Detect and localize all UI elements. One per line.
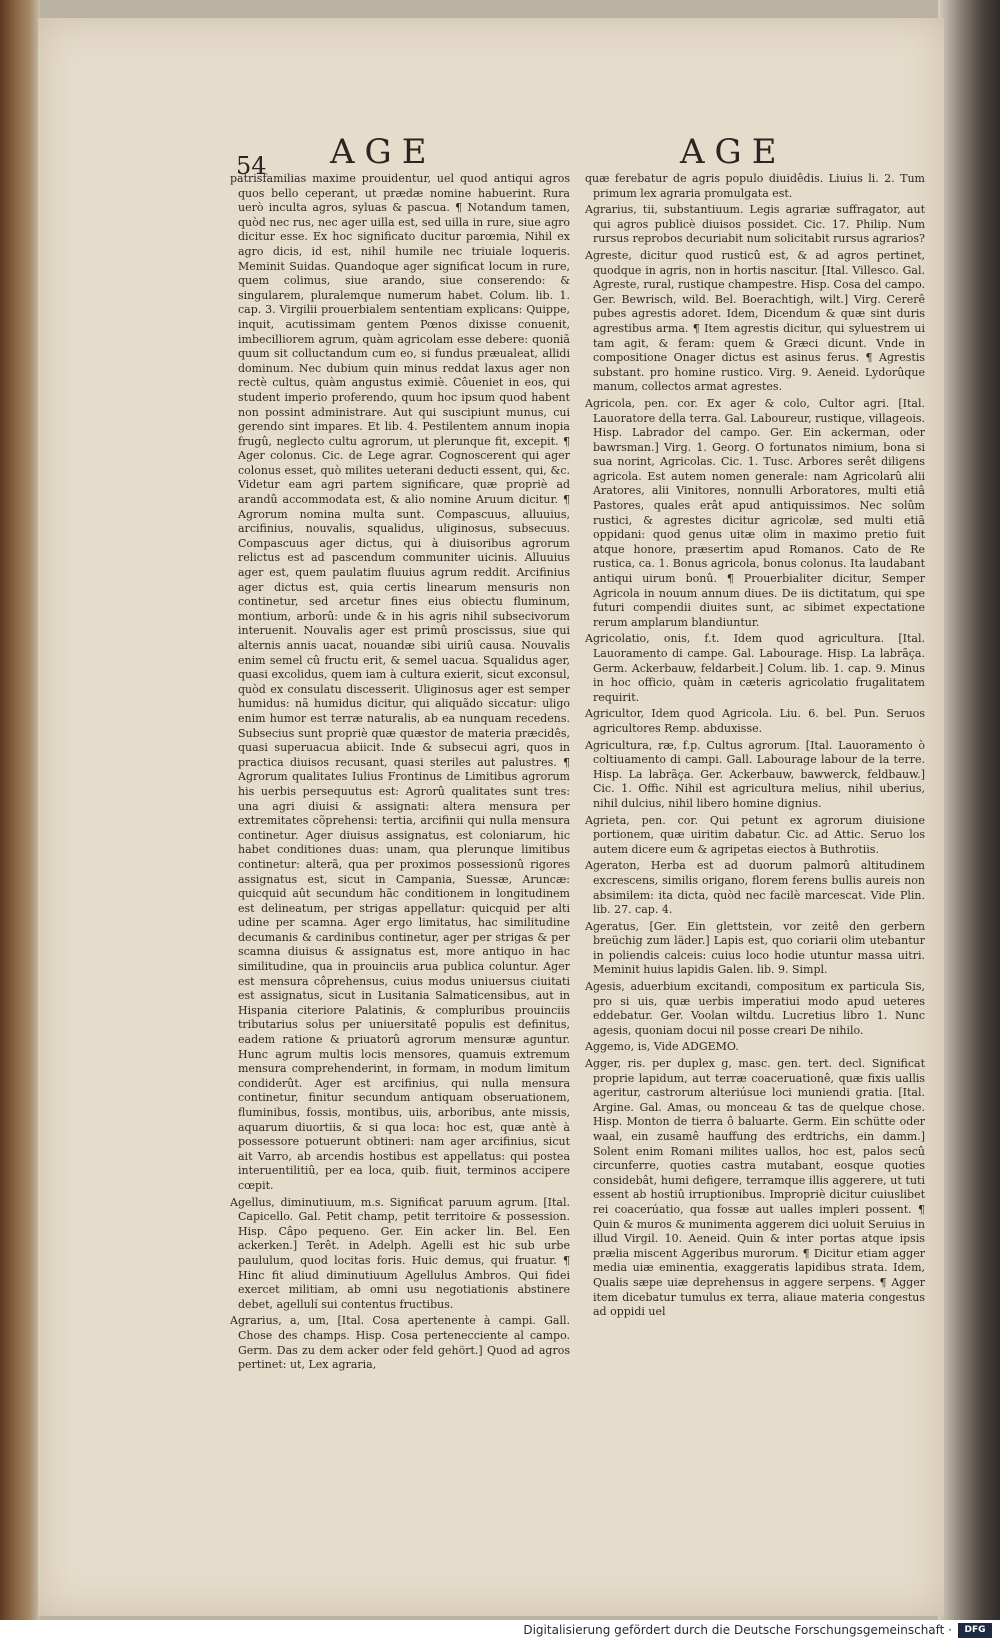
entry-ageraton: Ageraton, Herba est ad duorum palmorû altitudinem excrescens, similis origano, florem ferens bullis aureis non absimilem: ita dicta, quòd nec facilè marcescat. Vide Plin. lib. 27. cap. 4. bbox=[585, 859, 925, 917]
entry-agricultura: Agricultura, ræ, f.p. Cultus agrorum. [Ital. Lauoramento ò coltiuamento di campi. Gall. Labourage labour de la terre. Hisp. La labrãça. Ger. Ackerbauw, bawwerck, feldbauw.] Cic. 1. Offic. Nihil est agricultura melius, nihil uberius, nihil dulcius, nihil libero homine dignius. bbox=[585, 738, 925, 810]
entry-agreste: Agreste, dicitur quod rusticû est, & ad agros pertinet, quodque in agris, non in hortis nascitur. [Ital. Villesco. Gal. Agreste, rural, rustique champestre. Hisp. Cosa del campo. Ger. Bewrisch, wild. Bel. Boerachtigh, wilt.] Virg. Cererê pubes agrestis adoret. Idem, Dicendum & quæ sint duris agrestibus arma. ¶ Item agrestis dicitur, qui syluestrem ui tam agit, & feram: quem & Græci dicunt. Vnde in compositione Onager dictus est asinus ferus. ¶ Agrestis substant. pro homine rustico. Virg. 9. Aeneid. Lydorûque manum, collectos armat agrestes. bbox=[585, 248, 925, 394]
entry-agesis: Agesis, aduerbium excitandi, compositum ex particula Sis, pro si uis, quæ uerbis imperatiui modo apud ueteres eddebatur. Ger. Voolan wiltdu. Lucretius libro 1. Nunc agesis, quoniam docui nil posse creari De nihilo. bbox=[585, 980, 925, 1037]
running-head-left: AGE bbox=[330, 132, 437, 172]
footer-credit: Digitalisierung gefördert durch die Deutsche Forschungsgemeinschaft · bbox=[523, 1623, 952, 1637]
book-page-edges-right bbox=[938, 0, 1000, 1620]
page-number: 54 bbox=[236, 152, 267, 180]
entry-agrarius-adj: Agrarius, a, um, [Ital. Cosa apertenente à campi. Gall. Chose des champs. Hisp. Cosa pertenecciente al campo. Germ. Das zu dem acker oder feld gehört.] Quod ad agros pertinet: ut, Lex agraria, bbox=[230, 1314, 570, 1372]
running-head-right: AGE bbox=[680, 132, 787, 172]
entry-ager-continued: patrisfamilias maxime prouidentur, uel quod antiqui agros quos bello ceperant, ut prædæ nomine habuerint. Rura uerò inculta agros, syluas & pascua. ¶ Notandum tamen, quòd nec rus, nec ager uilla est, sed uilla in rure, siue agro dicitur esse. Ex hoc significato ducitur parœmia, Nihil ex agro dicis, id est, nihil humile nec triuiale loqueris. Meminit Suidas. Quandoque ager significat locum in rure, quem colimus, siue arando, siue conserendo: & singularem, pluralemque numerum habet. Colum. lib. 1. cap. 3. Virgilii prouerbialem sententiam explicans: Quippe, inquit, acutissimam gentem Pœnos dixisse conuenit, imbecilliorem agrum, quàm agricolam esse debere: quoniã quum sit colluctandum cum eo, si fundus præualeat, allidi dominum. Nec dubium quin minus reddat laxus ager non rectè cultus, quàm angustus eximiè. Côueniet in eos, qui student imperio proferendo, quum hoc ipsum quod habent non possint administrare. Aut qui suscipiunt munus, cui gerendo sint impares. Et lib. 4. Pestilentem annum inopia frugû, neglecto cultu agrorum, ut plerunque fit, excepit. ¶ Ager colonus. Cic. de Lege agrar. Cognoscerent qui ager colonus esset, quò milites ueterani deducti essent, qui, &c. Videtur eam agri partem significare, quæ propriè ad arandû accommodata est, & alio nomine Aruum dicitur. ¶ Agrorum nomina multa sunt. Compascuus, alluuius, arcifinius, nouvalis, squalidus, uliginosus, subsecuus. Compascuus ager dictus, qui à diuisoribus agrorum relictus est ad pascendum communiter uicinis. Alluuius ager est, quem paulatim fluuius agrum reddit. Arcifinius ager dictus est, quia certis linearum mensuris non continetur, sed arcetur fines eius obiectu fluminum, montium, arborû: unde & in his agris nihil subsecivorum interuenit. Nouvalis ager est primû proscissus, siue qui alternis annis uacat, nouandæ sibi uiriû causa. Nouvalis enim semel cû fructu erit, & semel uacua. Squalidus ager, quasi excolidus, quem iam à cultura exierit, sicut exconsul, quòd ex consulatu discesserit. Uliginosus ager est semper humidus: nã humidus dicitur, qui aliquãdo siccatur: uligo enim humor est terræ naturalis, ab ea nunquam recedens. Subsecius sunt propriè quæ quæstor de materia præcidês, quasi superuacua abiicit. Inde & subsecui agri, quos in practica diuisos recusant, quasi steriles aut palustres. ¶ Agrorum qualitates Iulius Frontinus de Limitibus agrorum his uerbis persequutus est: Agrorû qualitates sunt tres: una agri diuisi & assignati: altera mensura per extremitates cõprehensi: tertia, arcifinii qui nulla mensura continetur. Ager diuisus assignatus, est coloniarum, hic habet conditiones duas: unam, qua plerunque limitibus continetur: alterã, qua per proximos possessionû rigores assignatus est, sicut in Campania, Suessæ, Aruncæ: quicquid aût secundum hãc conditionem in longitudinem est delineatum, per strigas appellatur: quicquid per alti udine per scamna. Ager ergo limitatus, hac similitudine decumanis & cardinibus continetur, ager per strigas & per scamna diuisus & assignatus est, more antiquo in hac similitudine, qua in prouinciis arua publica coluntur. Ager est mensura côprehensus, cuius modus uniuersus ciuitati est assignatus, sicut in Lusitania Salmaticensibus, aut in Hispania citeriore Palatinis, & compluribus prouinciis tributarius solus per uniuersitatê populis est definitus, eadem ratione & priuatorû agrorum mensuræ aguntur. Hunc agrum multis locis mensores, quamuis extremum mensura comprehenderint, in formam, in modum limitum condiderût. Ager est arcifinius, qui nulla mensura continetur, finitur secundum antiquam obseruationem, fluminibus, fossis, montibus, uiis, arboribus, ante missis, aquarum diuortiis, & si qua loca: hoc est, quæ antè à possessore potuerunt obtineri: nam ager arcifinius, sicut ait Varro, ab arcendis hostibus est appellatus: qui postea interuentilitiû, per ea loca, quib. fiuit, terminos accipere cœpit. bbox=[230, 172, 570, 1192]
entry-ageratus: Ageratus, [Ger. Ein glettstein, vor zeitê den gerbern breüchig zum läder.] Lapis est, quo coriarii olim utebantur in poliendis calceis: cuius loco hodie utuntur massa uitri. Meminit huius lapidis Galen. lib. 9. Simpl. bbox=[585, 919, 925, 977]
digitization-footer bbox=[0, 1620, 1000, 1642]
left-column bbox=[230, 172, 570, 1532]
entry-agricola: Agricola, pen. cor. Ex ager & colo, Cultor agri. [Ital. Lauoratore della terra. Gal. Laboureur, rustique, villageois. Hisp. Labrador del campo. Ger. Ein ackerman, oder bawrsman.] Virg. 1. Georg. O fortunatos nimium, bona si sua norint, Agricolas. Cic. 1. Tusc. Arbores serêt diligens agricola. Est autem nomen generale: nam Agricolarû alii Aratores, alii Vinitores, nonnulli Arboratores, multi etiâ Pastores, quales erât apud antiquissimos. Nec solûm rustici, & agrestes dicitur agricolæ, sed multi etiã oppidani: quod genus uitæ olim in maximo pretio fuit atque honore, præsertim apud Romanos. Cato de Re rustica, ca. 1. Bonus agricola, bonus colonus. Ita laudabant antiqui uirum bonû. ¶ Prouerbialiter dicitur, Semper Agricola in nouum annum diues. De iis dictitatum, qui spe futuri compendii diuites sunt, ac sibimet expectatione rerum amplarum blandiuntur. bbox=[585, 396, 925, 629]
book-binding-left bbox=[0, 0, 40, 1620]
dfg-logo: DFG bbox=[958, 1623, 992, 1638]
entry-aggemo: Aggemo, is, Vide ADGEMO. bbox=[585, 1040, 739, 1054]
entry-agellus: Agellus, diminutiuum, m.s. Significat paruum agrum. [Ital. Capicello. Gal. Petit champ, petit territoire & possession. Hisp. Câpo pequeno. Ger. Ein acker lin. Bel. Een ackerken.] Terêt. in Adelph. Agelli est hic sub urbe paululum, quod locitas foris. Huic demus, qui fruatur. ¶ Hinc fit aliud diminutiuum Agellulus Ambros. Qui fidei exercet militiam, ab omni usu negotiationis abstinere debet, agellulí sui contentus fructibus. bbox=[230, 1195, 570, 1311]
entry-agrieta: Agrieta, pen. cor. Qui petunt ex agrorum diuisione portionem, quæ uiritim dabatur. Cic. ad Attic. Seruo los autem dicere eum & agripetas eiectos à Buthrotiis. bbox=[585, 813, 925, 856]
entry-agrarius-continued: quæ ferebatur de agris populo diuidêdis. Liuius li. 2. Tum primum lex agraria promulgata est. bbox=[585, 172, 925, 200]
entry-agricolatio: Agricolatio, onis, f.t. Idem quod agricultura. [Ital. Lauoramento di campe. Gal. Labourage. Hisp. La labrãça. Germ. Ackerbauw, feldarbeit.] Colum. lib. 1. cap. 9. Minus in hoc officio, quàm in cæteris agricolatio frugalitatem requirit. bbox=[585, 632, 925, 704]
right-column bbox=[585, 172, 925, 1532]
entry-agricultor: Agricultor, Idem quod Agricola. Liu. 6. bel. Pun. Seruos agricultores Remp. abduxisse. bbox=[585, 707, 925, 735]
entry-agrarius-noun: Agrarius, tii, substantiuum. Legis agrariæ suffragator, aut qui agros publicè diuisos possidet. Cic. 17. Philip. Num rursus reprobos decuriabit num solicitabit rursus agrarios? bbox=[585, 203, 925, 246]
entry-agger: Agger, ris. per duplex g, masc. gen. tert. decl. Significat proprie lapidum, aut terræ coaceruationê, quæ fixis uallis ageritur, castrorum alteriúsue loci muniendi gratia. [Ital. Argine. Gal. Amas, ou monceau & tas de quelque chose. Hisp. Monton de tierra ô baluarte. Germ. Ein schütte oder waal, ein zusamê hauffung des erdtrichs, ein damm.] Solent enim Romani milites uallos, hoc est, palos secû circunferre, quoties castra mutabant, eosque quoties considebât, humi defigere, terramque illis aggerere, ut tuti essent ab hostiû irruptionibus. Impropriè dicitur cuiuslibet rei coacerúatio, qua fossæ aut ualles impleri possent. ¶ Quin & muros & munimenta aggerem dici uoluit Seruius in illud Virgil. 10. Aeneid. Quin & inter portas atque ipsis prælia miscent Aggeribus murorum. ¶ Dicitur etiam agger media uiæ eminentia, exaggeratis lapidibus strata. Idem, Qualis sæpe uiæ deprehensus in aggere serpens. ¶ Agger item dicebatur tumulus ex terra, aliaue materia congestus ad oppidi uel bbox=[585, 1057, 925, 1319]
